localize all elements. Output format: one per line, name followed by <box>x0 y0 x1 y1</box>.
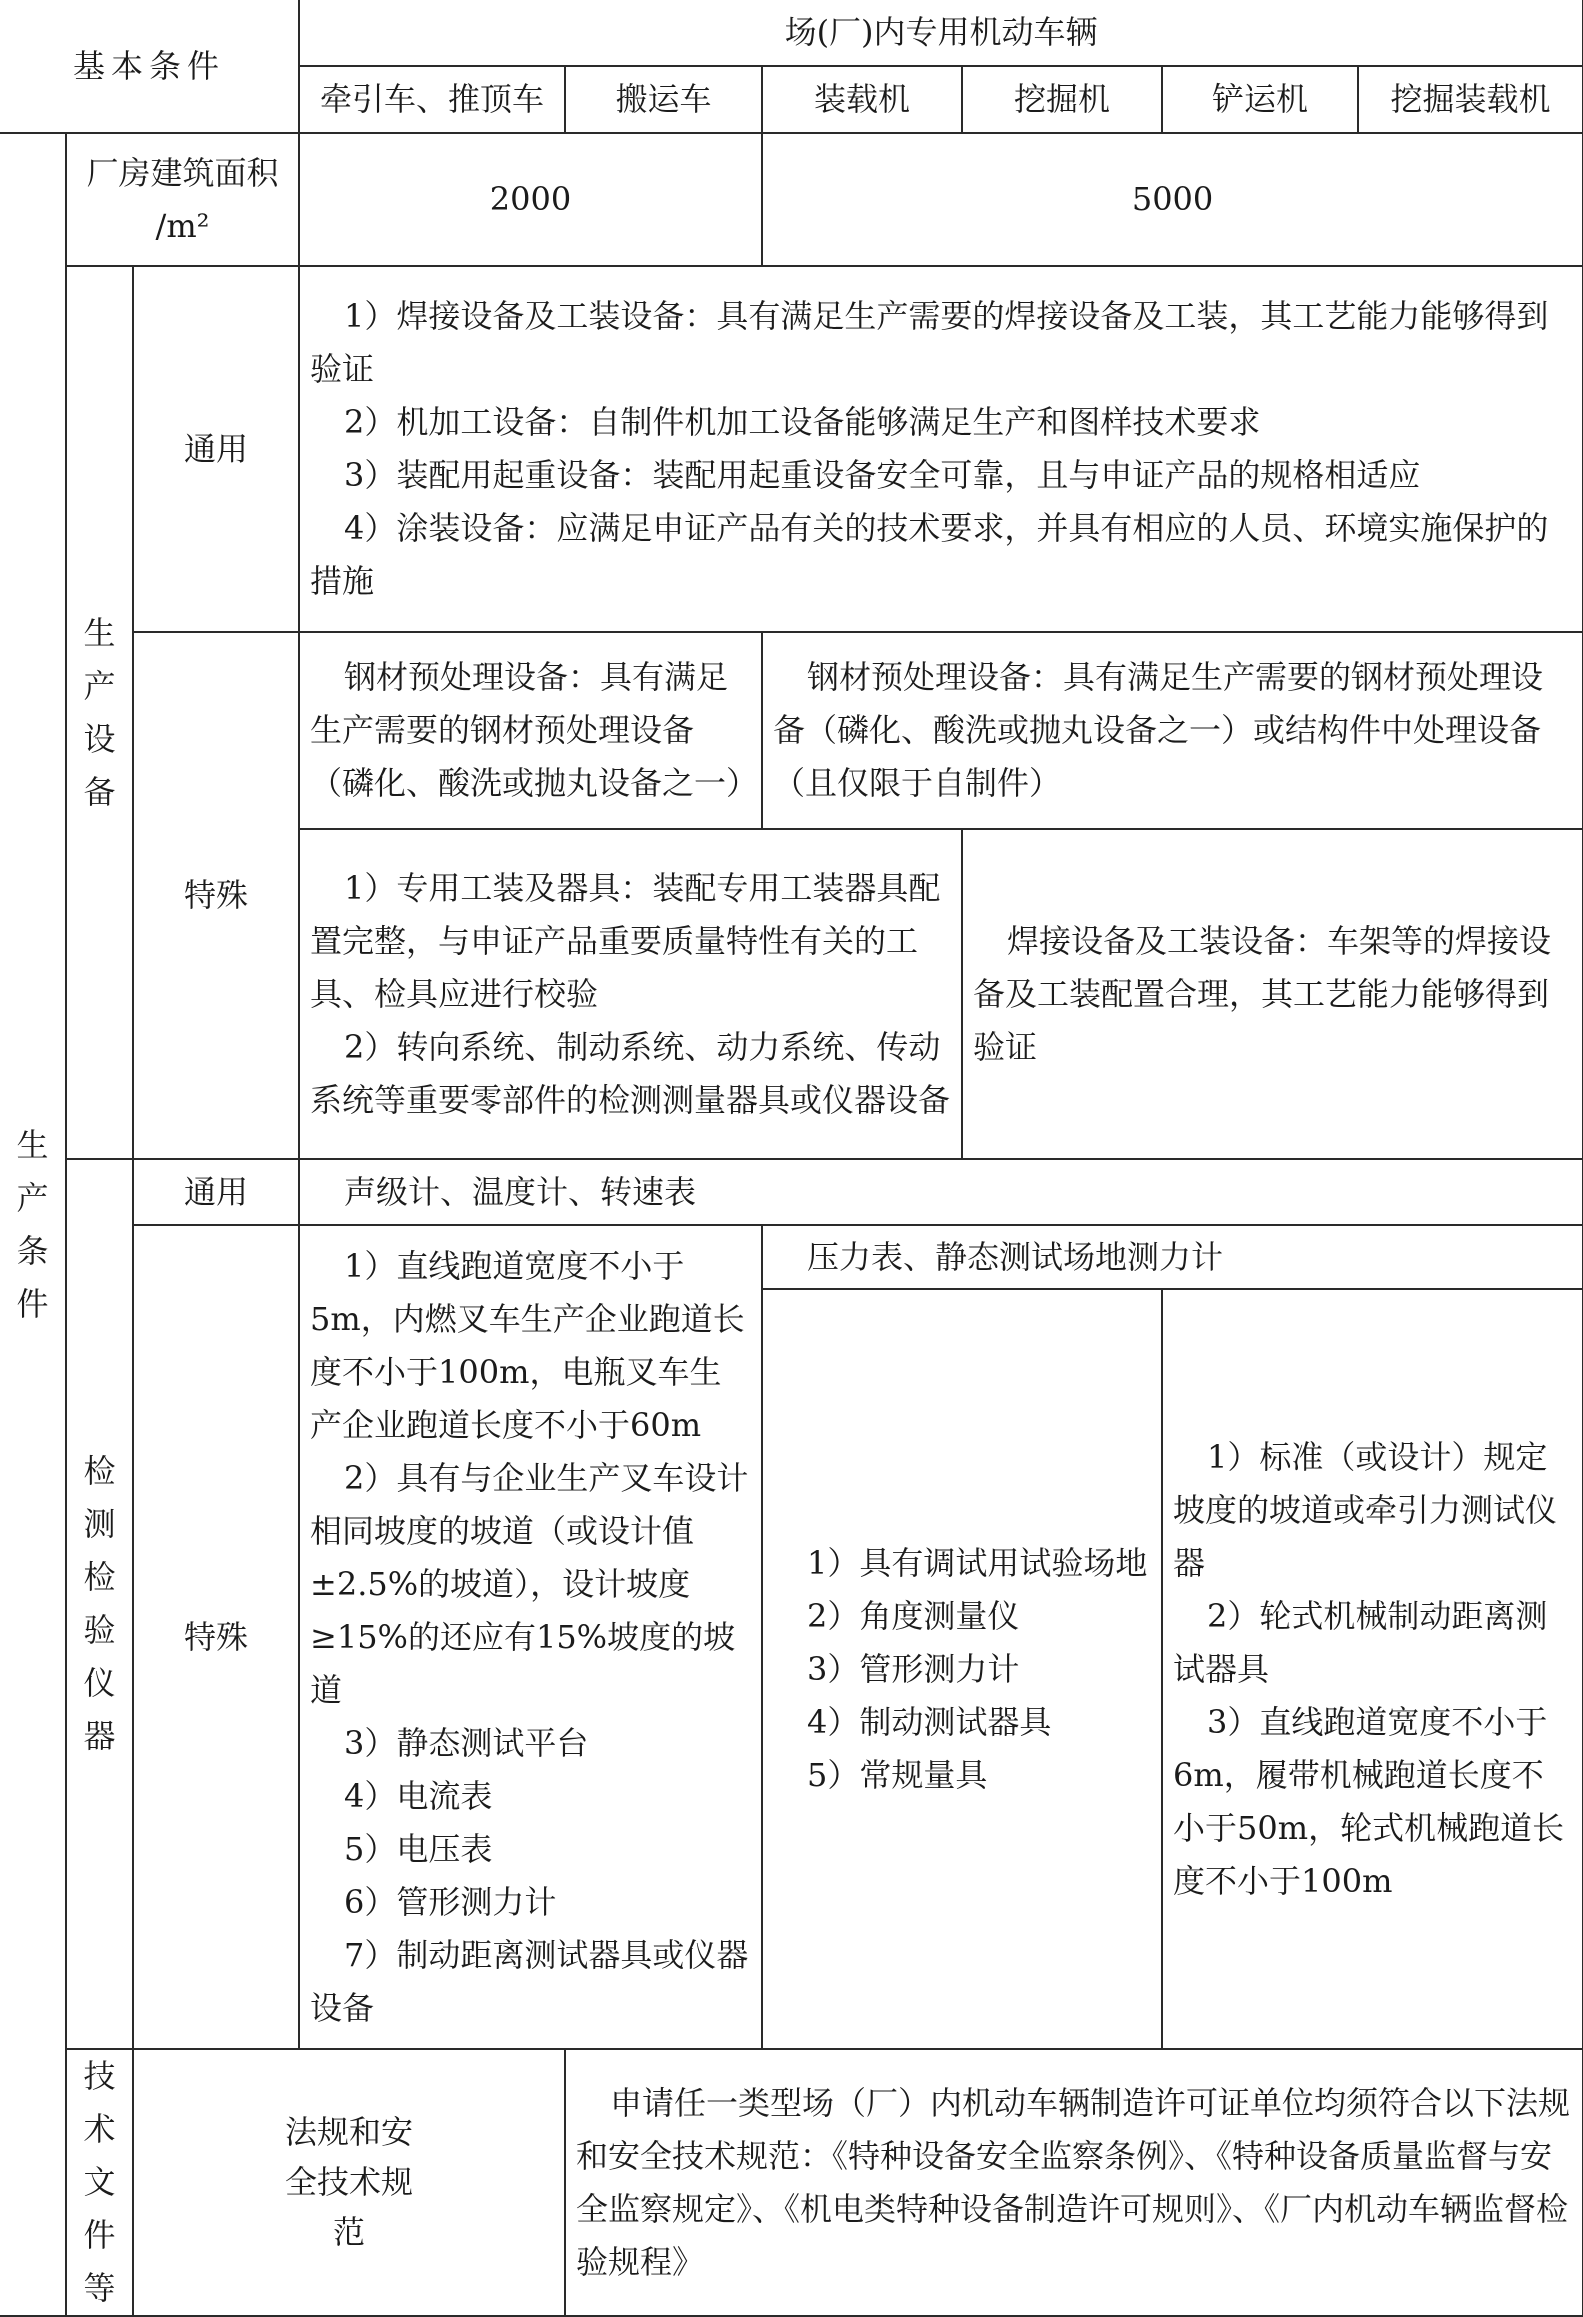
equipment-special-pretreat-a-text: 钢材预处理设备：具有满足生产需要的钢材预处理设备（磷化、酸洗或抛丸设备之一） <box>310 658 759 802</box>
label-production-equipment-text: 生产设备 <box>83 613 116 811</box>
inspection-special-a-item: 7）制动距离测试器具或仪器设备 <box>310 1935 749 2027</box>
inspection-special-bc-top <box>762 1225 1583 1289</box>
label-production-conditions <box>0 133 66 2316</box>
equipment-general-item: 3）装配用起重设备：装配用起重设备安全可靠，且与申证产品的规格相适应 <box>344 456 1421 494</box>
inspection-special-a-item: 4）电流表 <box>344 1776 493 1815</box>
label-floor-area <box>66 133 299 266</box>
inspection-special-a-item: 1）直线跑道宽度不小于5m，内燃叉车生产企业跑道长度不小于100m，电瓶叉车生产企业跑道长度不小于60m <box>310 1246 745 1444</box>
label-technical-documents-text: 技术文件等 <box>83 2057 116 2307</box>
inspection-special-b-item: 4）制动测试器具 <box>807 1702 1052 1741</box>
inspection-special-col-c <box>1162 1289 1583 2049</box>
floor-area-value-a: 2000 <box>299 133 762 266</box>
inspection-special-b-item: 2）角度测量仪 <box>807 1596 1020 1635</box>
label-equipment-special: 特殊 <box>133 632 299 1159</box>
inspection-general-cell <box>299 1159 1583 1225</box>
col-header-carrier: 搬运车 <box>565 66 762 133</box>
col-header-tractor: 牵引车、推顶车 <box>299 66 565 133</box>
equipment-special-tooling-item: 2）转向系统、制动系统、动力系统、传动系统等重要零部件的检测测量器具或仪器设备 <box>310 1027 951 1119</box>
label-regulations <box>133 2049 565 2316</box>
equipment-special-pretreat-b-text: 钢材预处理设备：具有满足生产需要的钢材预处理设备（磷化、酸洗或抛丸设备之一）或结构件中处理设备（且仅限于自制件） <box>773 658 1544 802</box>
label-floor-area-line2: /m² <box>155 206 210 245</box>
label-production-conditions-text: 生产条件 <box>16 1125 49 1323</box>
col-header-backhoe-loader: 挖掘装载机 <box>1358 66 1583 133</box>
inspection-special-a-item: 3）静态测试平台 <box>344 1723 589 1762</box>
inspection-special-bc-top-text: 压力表、静态测试场地测力计 <box>807 1237 1224 1276</box>
inspection-special-c-item: 1）标准（或设计）规定坡度的坡道或牵引力测试仪器 <box>1173 1437 1558 1582</box>
inspection-special-c-item: 3）直线跑道宽度不小于6m，履带机械跑道长度不小于50m，轮式机械跑道长度不小于100m <box>1173 1702 1565 1900</box>
inspection-special-a-item: 5）电压表 <box>344 1829 493 1868</box>
col-header-scraper: 铲运机 <box>1162 66 1358 133</box>
header-vehicles-title: 场(厂)内专用机动车辆 <box>299 0 1583 66</box>
inspection-special-b-item: 1）具有调试用试验场地 <box>807 1543 1148 1582</box>
equipment-special-welding-b <box>962 829 1583 1159</box>
floor-area-value-b: 5000 <box>762 133 1583 266</box>
label-inspection-special: 特殊 <box>133 1225 299 2049</box>
equipment-special-tooling-a <box>299 829 962 1159</box>
equipment-special-pretreat-a <box>299 632 762 829</box>
col-header-loader: 装载机 <box>762 66 962 133</box>
regulations-text: 申请任一类型场（厂）内机动车辆制造许可证单位均须符合以下法规和安全技术规范：《特种设备安全监察条例》、《特种设备质量监督与安全监察规定》、《机电类特种设备制造许可规则》、《厂内机动车辆监督检验规程》 <box>576 2083 1571 2281</box>
inspection-special-col-a <box>299 1225 762 2049</box>
inspection-special-a-item: 2）具有与企业生产叉车设计相同坡度的坡道（或设计值±2.5%的坡道），设计坡度≥15%的还应有15%坡度的坡道 <box>310 1458 749 1709</box>
equipment-general-item: 1）焊接设备及工装设备：具有满足生产需要的焊接设备及工装，其工艺能力能够得到验证 <box>310 297 1549 388</box>
inspection-special-a-item: 6）管形测力计 <box>344 1882 557 1921</box>
inspection-special-c-item: 2）轮式机械制动距离测试器具 <box>1173 1596 1548 1688</box>
inspection-special-b-item: 3）管形测力计 <box>807 1649 1020 1688</box>
equipment-special-welding-b-text: 焊接设备及工装设备：车架等的焊接设备及工装配置合理，其工艺能力能够得到验证 <box>973 921 1552 1066</box>
equipment-general-cell <box>299 266 1583 632</box>
equipment-general-item: 2）机加工设备：自制件机加工设备能够满足生产和图样技术要求 <box>344 403 1261 441</box>
equipment-special-tooling-item: 1）专用工装及器具：装配专用工装器具配置完整，与申证产品重要质量特性有关的工具、检具应进行校验 <box>310 868 941 1013</box>
label-floor-area-line1: 厂房建筑面积 <box>86 153 279 192</box>
col-header-excavator: 挖掘机 <box>962 66 1162 133</box>
label-regulations-text: 法规和安全技术规范 <box>284 2112 413 2251</box>
equipment-special-pretreat-b <box>762 632 1583 829</box>
equipment-general-item: 4）涂装设备：应满足申证产品有关的技术要求，并具有相应的人员、环境实施保护的措施 <box>310 509 1549 600</box>
label-inspection-instruments <box>66 1159 133 2049</box>
inspection-special-b-item: 5）常规量具 <box>807 1755 988 1794</box>
inspection-special-col-b <box>762 1289 1162 2049</box>
label-production-equipment <box>66 266 133 1159</box>
regulations-cell <box>565 2049 1583 2316</box>
label-inspection-general: 通用 <box>133 1159 299 1225</box>
header-basic-conditions: 基本条件 <box>0 0 299 133</box>
label-equipment-general: 通用 <box>133 266 299 632</box>
label-technical-documents <box>66 2049 133 2316</box>
inspection-general-text: 声级计、温度计、转速表 <box>344 1172 697 1211</box>
label-inspection-instruments-text: 检测检验仪器 <box>83 1452 116 1755</box>
